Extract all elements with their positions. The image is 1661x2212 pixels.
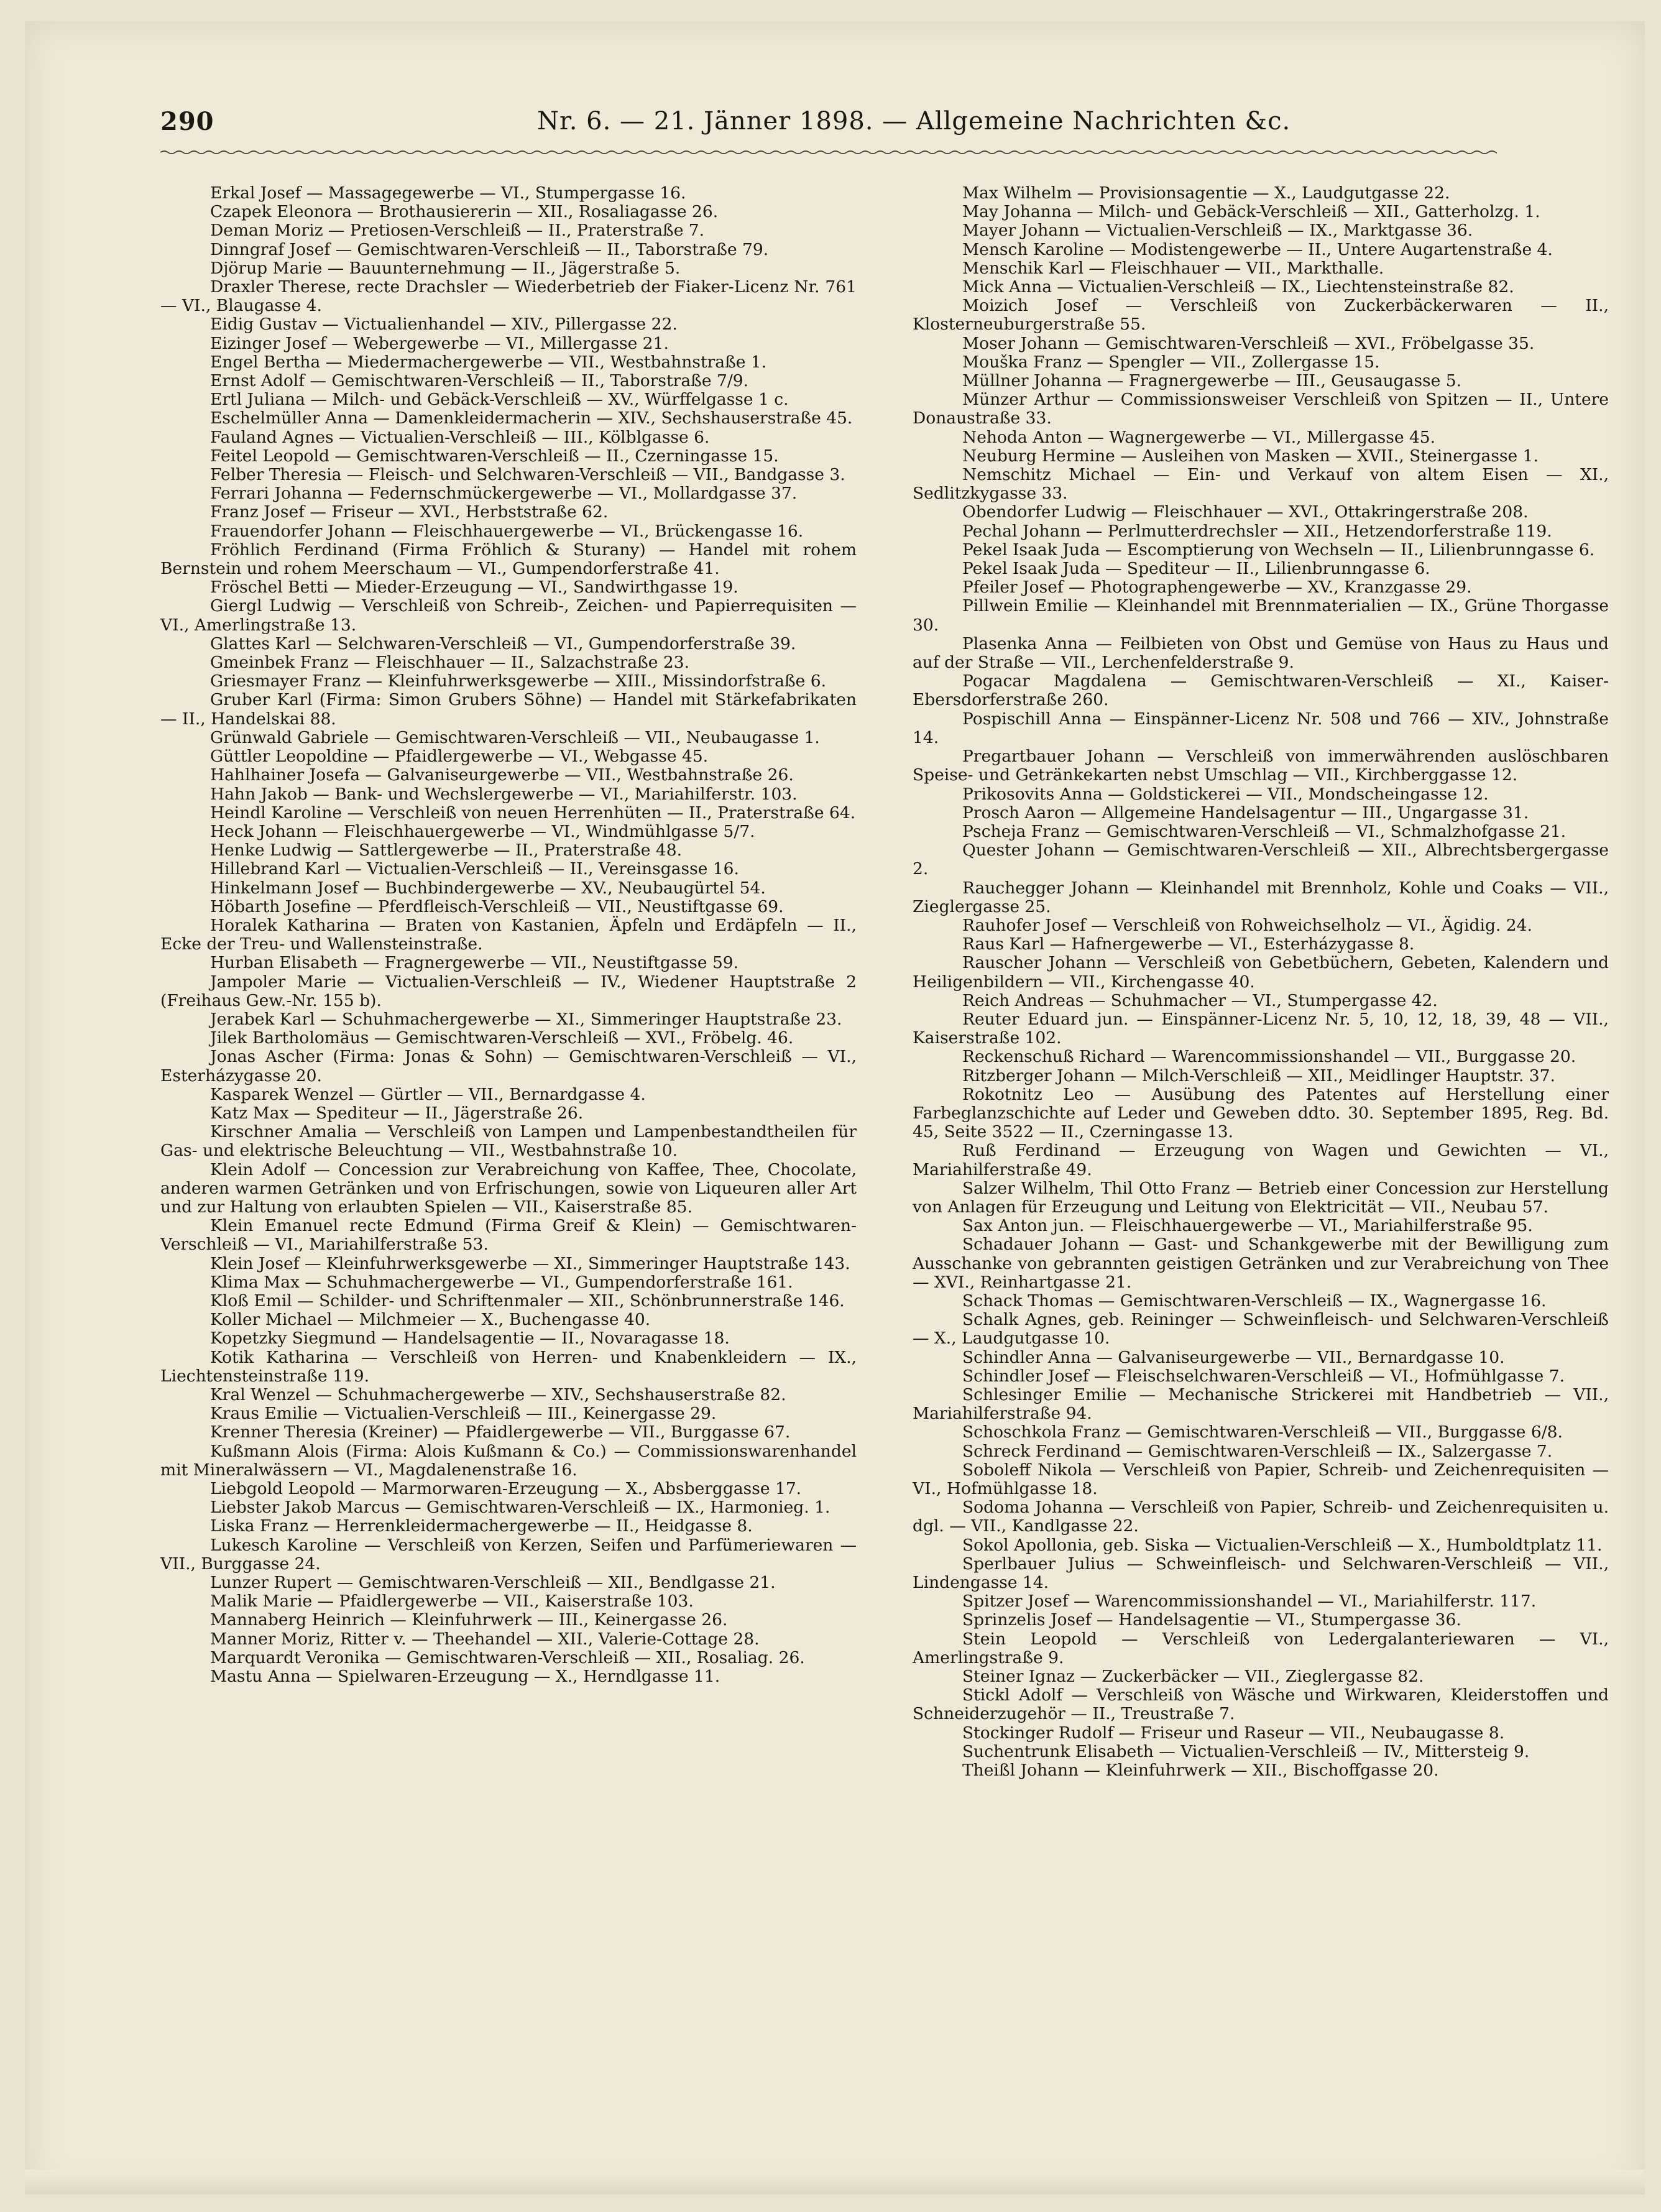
register-entry: Mensch Karoline — Modistengewerbe — II., Untere Augartenstraße 4. (962, 239, 1553, 259)
register-entry: Jilek Bartholomäus — Gemischtwaren-Verschleiß — XVI., Fröbelg. 46. (210, 1028, 794, 1048)
register-entry: Schlesinger Emilie — Mechanische Strickerei mit Handbetrieb — VII., Mariahilferstraße 94. (913, 1385, 1609, 1424)
register-entry: Pospischill Anna — Einspänner-Licenz Nr. 508 und 766 — XIV., Johnstraße 14. (913, 709, 1609, 747)
register-entry: Feitel Leopold — Gemischtwaren-Verschleiß — II., Czerningasse 15. (210, 446, 779, 466)
register-entry: Sax Anton jun. — Fleischhauergewerbe — VI., Mariahilferstraße 95. (962, 1216, 1533, 1236)
register-entry: Ernst Adolf — Gemischtwaren-Verschleiß — II., Taborstraße 7/9. (210, 371, 749, 391)
register-entry: Liebgold Leopold — Marmorwaren-Erzeugung — X., Absberggasse 17. (210, 1479, 802, 1499)
register-entry: Kirschner Amalia — Verschleiß von Lampen und Lampenbestandtheilen für Gas- und elektrische Beleuchtung — VII., Westbahnstraße 10. (160, 1122, 857, 1161)
register-entry: Soboleff Nikola — Verschleiß von Papier, Schreib- und Zeichenrequisiten — VI., Hofmühlgasse 18. (913, 1460, 1609, 1499)
register-entry: Reich Andreas — Schuhmacher — VI., Stumpergasse 42. (962, 990, 1438, 1010)
right-column (913, 184, 1609, 1780)
page-header (160, 107, 1503, 144)
page-title: Nr. 6. — 21. Jänner 1898. — Allgemeine Nachrichten &c. (537, 107, 1291, 136)
register-entry: May Johanna — Milch- und Gebäck-Verschleiß — XII., Gatterholzg. 1. (962, 202, 1540, 222)
register-entry: Liebster Jakob Marcus — Gemischtwaren-Verschleiß — IX., Harmonieg. 1. (210, 1498, 830, 1518)
register-entry: Prikosovits Anna — Goldstickerei — VII., Mondscheingasse 12. (962, 784, 1489, 804)
register-entry: Prosch Aaron — Allgemeine Handelsagentur — III., Ungargasse 31. (962, 803, 1529, 823)
register-entry: Czapek Eleonora — Brothausiererin — XII., Rosaliagasse 26. (210, 202, 719, 222)
register-entry: Plasenka Anna — Feilbieten von Obst und Gemüse von Haus zu Haus und auf der Straße — VII., Lerchenfelderstraße 9. (913, 634, 1609, 673)
register-entry: Max Wilhelm — Provisionsagentie — X., Laudgutgasse 22. (962, 183, 1450, 203)
register-entry: Lukesch Karoline — Verschleiß von Kerzen, Seifen und Parfümeriewaren — VII., Burggasse 24. (160, 1535, 857, 1574)
register-entry: Pekel Isaak Juda — Spediteur — II., Lilienbrunngasse 6. (962, 559, 1430, 579)
register-entry: Grünwald Gabriele — Gemischtwaren-Verschleiß — VII., Neubaugasse 1. (210, 727, 820, 747)
register-entry: Felber Theresia — Fleisch- und Selchwaren-Verschleiß — VII., Bandgasse 3. (210, 465, 845, 485)
register-entry: Stickl Adolf — Verschleiß von Wäsche und Wirkwaren, Kleiderstoffen und Schneiderzugehör — II., Treustraße 7. (913, 1685, 1609, 1724)
register-entry: Krenner Theresia (Kreiner) — Pfaidlergewerbe — VII., Burggasse 67. (210, 1422, 791, 1442)
register-entry: Suchentrunk Elisabeth — Victualien-Verschleiß — IV., Mittersteig 9. (962, 1741, 1530, 1761)
register-entry: Güttler Leopoldine — Pfaidlergewerbe — VI., Webgasse 45. (210, 747, 709, 767)
register-entry: Gruber Karl (Firma: Simon Grubers Söhne) — Handel mit Stärkefabrikaten — II., Handelskai 88. (160, 690, 857, 729)
register-entry: Mannaberg Heinrich — Kleinfuhrwerk — III., Keinergasse 26. (210, 1610, 728, 1630)
register-entry: Hahn Jakob — Bank- und Wechslergewerbe — VI., Mariahilferstr. 103. (210, 784, 798, 804)
register-entry: Glattes Karl — Selchwaren-Verschleiß — VI., Gumpendorferstraße 39. (210, 634, 796, 653)
page-number: 290 (160, 107, 214, 136)
register-entry: Heck Johann — Fleischhauergewerbe — VI., Windmühlgasse 5/7. (210, 821, 755, 841)
register-entry: Schoschkola Franz — Gemischtwaren-Verschleiß — VII., Burggasse 6/8. (962, 1422, 1563, 1442)
register-entry: Griesmayer Franz — Kleinfuhrwerksgewerbe — XIII., Missindorfstraße 6. (210, 671, 827, 691)
register-entry: Reckenschuß Richard — Warencommissionshandel — VII., Burggasse 20. (962, 1047, 1576, 1067)
register-entry: Münzer Arthur — Commissionsweiser Verschleiß von Spitzen — II., Untere Donaustraße 33. (913, 390, 1609, 428)
register-entry: Eidig Gustav — Victualienhandel — XIV., Pillergasse 22. (210, 315, 678, 334)
register-entry: Rauchegger Johann — Kleinhandel mit Brennholz, Kohle und Coaks — VII., Zieglergasse 25. (913, 878, 1609, 916)
register-entry: Raus Karl — Hafnergewerbe — VI., Esterházygasse 8. (962, 934, 1415, 954)
register-entry: Quester Johann — Gemischtwaren-Verschleiß — XII., Albrechtsbergergasse 2. (913, 841, 1609, 879)
register-entry: Jerabek Karl — Schuhmachergewerbe — XI., Simmeringer Hauptstraße 23. (210, 1009, 842, 1029)
register-entry: Gmeinbek Franz — Fleischhauer — II., Salzachstraße 23. (210, 653, 690, 673)
register-entry: Giergl Ludwig — Verschleiß von Schreib-, Zeichen- und Papierrequisiten — VI., Amerlingstraße 13. (160, 596, 857, 635)
register-entry: Lunzer Rupert — Gemischtwaren-Verschleiß — XII., Bendlgasse 21. (210, 1573, 776, 1593)
register-entry: Deman Moriz — Pretiosen-Verschleiß — II., Praterstraße 7. (210, 221, 705, 241)
register-entry: Müllner Johanna — Fragnergewerbe — III., Geusaugasse 5. (962, 371, 1462, 391)
register-entry: Rauhofer Josef — Verschleiß von Rohweichselholz — VI., Ägidig. 24. (962, 915, 1532, 935)
register-entry: Hahlhainer Josefa — Galvaniseurgewerbe — VII., Westbahnstraße 26. (210, 765, 794, 785)
register-entry: Henke Ludwig — Sattlergewerbe — II., Praterstraße 48. (210, 841, 683, 860)
register-entry: Hurban Elisabeth — Fragnergewerbe — VII., Neustiftgasse 59. (210, 953, 739, 973)
register-entry: Schack Thomas — Gemischtwaren-Verschleiß — IX., Wagnergasse 16. (962, 1291, 1547, 1311)
register-entry: Horalek Katharina — Braten von Kastanien, Äpfeln und Erdäpfeln — II., Ecke der Treu- und Wallensteinstraße. (160, 915, 857, 954)
register-entry: Erkal Josef — Massagegewerbe — VI., Stumpergasse 16. (210, 183, 686, 203)
register-entry: Mick Anna — Victualien-Verschleiß — IX., Liechtensteinstraße 82. (962, 277, 1514, 297)
register-entry: Pillwein Emilie — Kleinhandel mit Brennmaterialien — IX., Grüne Thorgasse 30. (913, 596, 1609, 635)
page-bottom-edge (25, 2170, 1645, 2195)
register-entry: Schindler Anna — Galvaniseurgewerbe — VII., Bernardgasse 10. (962, 1347, 1505, 1367)
register-entry: Djörup Marie — Bauunternehmung — II., Jägerstraße 5. (210, 258, 681, 278)
register-entry: Salzer Wilhelm, Thil Otto Franz — Betrieb einer Concession zur Herstellung von Anlagen für Erzeugung und Leitung von Elektricität — VII., Neubau 57. (913, 1178, 1609, 1217)
register-entry: Koller Michael — Milchmeier — X., Buchengasse 40. (210, 1310, 651, 1330)
register-entry: Nemschitz Michael — Ein- und Verkauf von altem Eisen — XI., Sedlitzkygasse 33. (913, 465, 1609, 504)
register-entry: Eizinger Josef — Webergewerbe — VI., Millergasse 21. (210, 333, 669, 353)
register-entry: Kußmann Alois (Firma: Alois Kußmann & Co.) — Commissionswarenhandel mit Mineralwässern — VI., Magdalenenstraße 16. (160, 1441, 857, 1480)
register-entry: Kotik Katharina — Verschleiß von Herren- und Knabenkleidern — IX., Liechtensteinstraße 119. (160, 1347, 857, 1386)
register-entry: Ertl Juliana — Milch- und Gebäck-Verschleiß — XV., Würffelgasse 1 c. (210, 390, 789, 410)
register-entry: Hillebrand Karl — Victualien-Verschleiß — II., Vereinsgasse 16. (210, 859, 739, 879)
register-entry: Spitzer Josef — Warencommissionshandel — VI., Mariahilferstr. 117. (962, 1592, 1537, 1611)
register-entry: Kloß Emil — Schilder- und Schriftenmaler — XII., Schönbrunnerstraße 146. (210, 1291, 845, 1311)
register-entry: Franz Josef — Friseur — XVI., Herbststraße 62. (210, 502, 609, 522)
register-entry: Rauscher Johann — Verschleiß von Gebetbüchern, Gebeten, Kalendern und Heiligenbildern — VII., Kirchengasse 40. (913, 953, 1609, 992)
register-entry: Reuter Eduard jun. — Einspänner-Licenz Nr. 5, 10, 12, 18, 39, 48 — VII., Kaiserstraße 102. (913, 1009, 1609, 1048)
register-entry: Manner Moriz, Ritter v. — Theehandel — XII., Valerie-Cottage 28. (210, 1629, 760, 1649)
register-entry: Pogacar Magdalena — Gemischtwaren-Verschleiß — XI., Kaiser-Ebersdorferstraße 260. (913, 671, 1609, 710)
register-entry: Stockinger Rudolf — Friseur und Raseur — VII., Neubaugasse 8. (962, 1723, 1505, 1743)
register-entry: Liska Franz — Herrenkleidermachergewerbe — II., Heidgasse 8. (210, 1516, 753, 1536)
register-entry: Dinngraf Josef — Gemischtwaren-Verschleiß — II., Taborstraße 79. (210, 239, 769, 259)
register-entry: Moizich Josef — Verschleiß von Zuckerbäckerwaren — II., Klosterneuburgerstraße 55. (913, 296, 1609, 334)
register-entry: Klima Max — Schuhmachergewerbe — VI., Gumpendorferstraße 161. (210, 1272, 793, 1292)
register-entry: Ferrari Johanna — Federnschmückergewerbe — VI., Mollardgasse 37. (210, 484, 798, 504)
register-entry: Heindl Karoline — Verschleiß von neuen Herrenhüten — II., Praterstraße 64. (210, 803, 856, 823)
register-entry: Theißl Johann — Kleinfuhrwerk — XII., Bischoffgasse 20. (962, 1761, 1439, 1781)
register-entry: Schindler Josef — Fleischselchwaren-Verschleiß — VI., Hofmühlgasse 7. (962, 1366, 1565, 1386)
register-entry: Ruß Ferdinand — Erzeugung von Wagen und Gewichten — VI., Mariahilferstraße 49. (913, 1141, 1609, 1179)
register-entry: Klein Emanuel recte Edmund (Firma Greif & Klein) — Gemischtwaren-Verschleiß — VI., Mariahilferstraße 53. (160, 1216, 857, 1255)
register-entry: Malik Marie — Pfaidlergewerbe — VII., Kaiserstraße 103. (210, 1592, 694, 1611)
register-entry: Pregartbauer Johann — Verschleiß von immerwährenden auslöschbaren Speise- und Getränkekarten nebst Umschlag — VII., Kirchberggasse 12. (913, 747, 1609, 785)
register-entry: Fauland Agnes — Victualien-Verschleiß — III., Kölblgasse 6. (210, 427, 710, 447)
register-entry: Mouška Franz — Spengler — VII., Zollergasse 15. (962, 352, 1380, 372)
register-entry: Marquardt Veronika — Gemischtwaren-Verschleiß — XII., Rosaliag. 26. (210, 1647, 805, 1667)
register-entry: Pfeiler Josef — Photographengewerbe — XV., Kranzgasse 29. (962, 578, 1472, 597)
register-entry: Frauendorfer Johann — Fleischhauergewerbe — VI., Brückengasse 16. (210, 521, 804, 541)
register-entry: Fröhlich Ferdinand (Firma Fröhlich & Sturany) — Handel mit rohem Bernstein und rohem Meerschaum — VI., Gumpendorferstraße 41. (160, 540, 857, 579)
register-entry: Sodoma Johanna — Verschleiß von Papier, Schreib- und Zeichenrequisiten u. dgl. — VII., Kandlgasse 22. (913, 1498, 1609, 1536)
register-entry: Schadauer Johann — Gast- und Schankgewerbe mit der Bewilligung zum Ausschanke von gebrannten geistigen Getränken und zur Verabreichung von Thee — XVI., Reinhartgasse 21. (913, 1235, 1609, 1292)
register-entry: Kopetzky Siegmund — Handelsagentie — II., Novaragasse 18. (210, 1329, 730, 1348)
register-entry: Engel Bertha — Miedermachergewerbe — VII., Westbahnstraße 1. (210, 352, 767, 372)
register-entry: Schalk Agnes, geb. Reininger — Schweinfleisch- und Selchwaren-Verschleiß — X., Laudgutgasse 10. (913, 1310, 1609, 1348)
register-entry: Kraus Emilie — Victualien-Verschleiß — III., Keinergasse 29. (210, 1404, 717, 1424)
register-entry: Eschelmüller Anna — Damenkleidermacherin — XIV., Sechshauserstraße 45. (210, 408, 853, 428)
register-entry: Pscheja Franz — Gemischtwaren-Verschleiß — VI., Schmalzhofgasse 21. (962, 821, 1567, 841)
register-entry: Katz Max — Spediteur — II., Jägerstraße 26. (210, 1103, 584, 1123)
register-entry: Klein Josef — Kleinfuhrwerksgewerbe — XI., Simmeringer Hauptstraße 143. (210, 1253, 850, 1273)
register-entry: Nehoda Anton — Wagnergewerbe — VI., Millergasse 45. (962, 427, 1436, 447)
register-entry: Rokotnitz Leo — Ausübung des Patentes auf Herstellung einer Farbeglanzschichte auf Leder und Geweben ddto. 30. September 1895, Reg. Bd. 45, Seite 3522 — II., Czerningasse 13. (913, 1084, 1609, 1142)
register-entry: Höbarth Josefine — Pferdfleisch-Verschleiß — VII., Neustiftgasse 69. (210, 896, 784, 916)
register-entry: Pechal Johann — Perlmutterdrechsler — XII., Hetzendorferstraße 119. (962, 521, 1552, 541)
register-entry: Neuburg Hermine — Ausleihen von Masken — XVII., Steinergasse 1. (962, 446, 1539, 466)
register-entry: Hinkelmann Josef — Buchbindergewerbe — XV., Neubaugürtel 54. (210, 878, 766, 898)
register-entry: Ritzberger Johann — Milch-Verschleiß — XII., Meidlinger Hauptstr. 37. (962, 1066, 1555, 1085)
register-entry: Klein Adolf — Concession zur Verabreichung von Kaffee, Thee, Chocolate, anderen warmen Getränken und von Erfrischungen, sowie von Liqueuren aller Art und zur Haltung von erlaubten Spielen — VII., Kaiserstraße 85. (160, 1159, 857, 1217)
register-entry: Sperlbauer Julius — Schweinfleisch- und Selchwaren-Verschleiß — VII., Lindengasse 14. (913, 1554, 1609, 1593)
register-entry: Kasparek Wenzel — Gürtler — VII., Bernardgasse 4. (210, 1084, 646, 1104)
register-entry: Mayer Johann — Victualien-Verschleiß — IX., Marktgasse 36. (962, 221, 1473, 241)
register-entry: Kral Wenzel — Schuhmachergewerbe — XIV., Sechshauserstraße 82. (210, 1385, 786, 1404)
register-entry: Obendorfer Ludwig — Fleischhauer — XVI., Ottakringerstraße 208. (962, 502, 1529, 522)
left-column (160, 184, 857, 1686)
register-entry: Menschik Karl — Fleischhauer — VII., Markthalle. (962, 258, 1384, 278)
register-entry: Pekel Isaak Juda — Escomptierung von Wechseln — II., Lilienbrunngasse 6. (962, 540, 1595, 560)
header-wavy-rule (160, 148, 1497, 157)
register-entry: Draxler Therese, recte Drachsler — Wiederbetrieb der Fiaker-Licenz Nr. 761 — VI., Blaugasse 4. (160, 277, 857, 316)
register-entry: Moser Johann — Gemischtwaren-Verschleiß — XVI., Fröbelgasse 35. (962, 333, 1535, 353)
register-entry: Jonas Ascher (Firma: Jonas & Sohn) — Gemischtwaren-Verschleiß — VI., Esterházygasse 20. (160, 1047, 857, 1085)
register-entry: Stein Leopold — Verschleiß von Ledergalanteriewaren — VI., Amerlingstraße 9. (913, 1629, 1609, 1667)
register-entry: Jampoler Marie — Victualien-Verschleiß — IV., Wiedener Hauptstraße 2 (Freihaus Gew.-Nr. 155 b). (160, 972, 857, 1010)
register-entry: Sokol Apollonia, geb. Siska — Victualien-Verschleiß — X., Humboldtplatz 11. (962, 1535, 1603, 1555)
register-entry: Sprinzelis Josef — Handelsagentie — VI., Stumpergasse 36. (962, 1610, 1461, 1630)
register-entry: Schreck Ferdinand — Gemischtwaren-Verschleiß — IX., Salzergasse 7. (962, 1441, 1553, 1461)
register-entry: Fröschel Betti — Mieder-Erzeugung — VI., Sandwirthgasse 19. (210, 578, 738, 597)
register-entry: Mastu Anna — Spielwaren-Erzeugung — X., Herndlgasse 11. (210, 1667, 720, 1687)
register-entry: Steiner Ignaz — Zuckerbäcker — VII., Zieglergasse 82. (962, 1667, 1424, 1687)
